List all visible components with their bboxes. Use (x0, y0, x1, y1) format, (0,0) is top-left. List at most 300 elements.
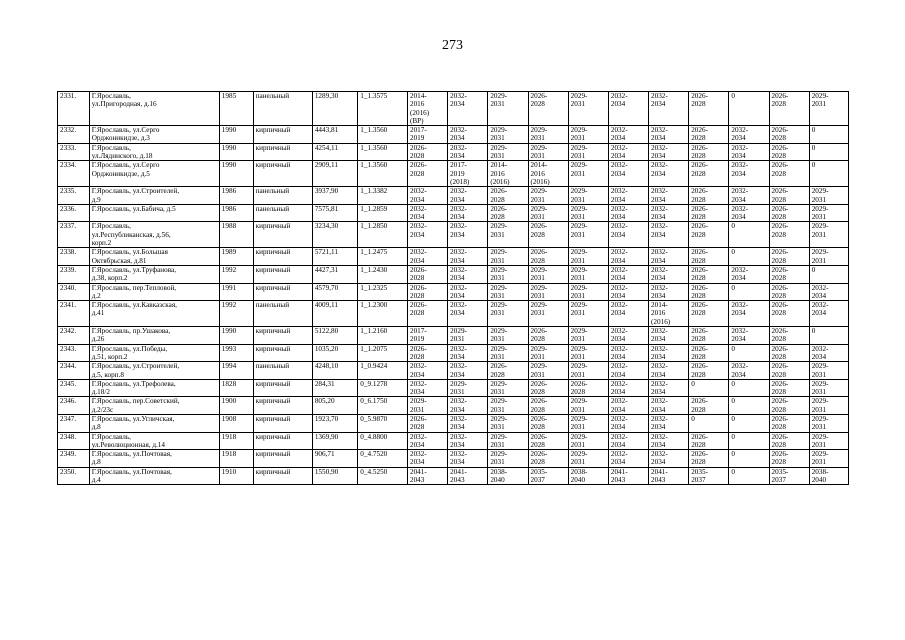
repair-period-cell: 2026- 2028 (689, 397, 729, 415)
material-cell: кирпичный (253, 379, 312, 397)
row-number: 2341. (58, 301, 90, 327)
repair-period-cell: 2032- 2034 (608, 283, 648, 301)
material-cell: кирпичный (253, 450, 312, 468)
repair-period-cell: 0 (729, 379, 769, 397)
address-cell: Г.Ярославль, ул.Победы, д.51, корп.2 (89, 344, 219, 362)
repair-period-cell: 2032- 2034 (729, 204, 769, 222)
repair-period-cell: 0 (729, 283, 769, 301)
repair-period-cell: 2029- 2031 (448, 327, 488, 345)
year-cell: 1828 (219, 379, 253, 397)
repair-period-cell: 2029- 2031 (528, 204, 568, 222)
repair-period-cell: 2029- 2031 (568, 450, 608, 468)
year-cell: 1985 (219, 92, 253, 126)
repair-period-cell: 2026- 2028 (528, 92, 568, 126)
row-number: 2349. (58, 450, 90, 468)
area-cell: 4579,70 (312, 283, 357, 301)
code-cell: 1_1.2850 (358, 222, 408, 248)
repair-period-cell: 2026- 2028 (528, 222, 568, 248)
row-number: 2334. (58, 161, 90, 187)
repair-period-cell: 2029- 2031 (528, 187, 568, 205)
repair-period-cell: 2026- 2028 (528, 248, 568, 266)
address-cell: Г.Ярославль, ул.Трефолева, д.18/2 (89, 379, 219, 397)
address-cell: Г.Ярославль, ул.Серго Орджоникидзе, д.5 (89, 161, 219, 187)
material-cell: кирпичный (253, 283, 312, 301)
year-cell: 1900 (219, 397, 253, 415)
repair-period-cell: 2029- 2031 (488, 126, 528, 144)
year-cell: 1991 (219, 283, 253, 301)
repair-period-cell: 2026- 2028 (689, 432, 729, 450)
year-cell: 1918 (219, 432, 253, 450)
material-cell: кирпичный (253, 467, 312, 485)
repair-period-cell: 2032- 2034 (608, 397, 648, 415)
repair-period-cell: 2029- 2031 (809, 379, 848, 397)
repair-period-cell: 2026- 2028 (407, 161, 447, 187)
repair-period-cell: 2026- 2028 (769, 222, 809, 248)
row-number: 2339. (58, 265, 90, 283)
code-cell: 1_1.3382 (358, 187, 408, 205)
repair-period-cell: 2038- 2040 (568, 467, 608, 485)
table-row (58, 265, 849, 283)
table-row (58, 450, 849, 468)
material-cell: кирпичный (253, 344, 312, 362)
repair-period-cell: 2032- 2034 (809, 283, 848, 301)
repair-period-cell: 2026- 2028 (407, 265, 447, 283)
repair-period-cell: 2029- 2031 (528, 265, 568, 283)
repair-period-cell: 2038- 2040 (488, 467, 528, 485)
code-cell: 0_4.7520 (358, 450, 408, 468)
repair-period-cell: 2029- 2031 (488, 301, 528, 327)
repair-period-cell: 2032- 2034 (809, 344, 848, 362)
repair-period-cell: 2032- 2034 (608, 187, 648, 205)
repair-period-cell: 2029- 2031 (568, 161, 608, 187)
repair-period-cell: 2032- 2034 (407, 450, 447, 468)
repair-period-cell: 2026- 2028 (528, 432, 568, 450)
address-cell: Г.Ярославль, ул.Строителей, д.5, корп.8 (89, 362, 219, 380)
area-cell: 1550,90 (312, 467, 357, 485)
repair-period-cell: 2026- 2028 (689, 222, 729, 248)
repair-period-cell: 2038- 2040 (809, 467, 848, 485)
repair-period-cell: 2032- 2034 (729, 362, 769, 380)
row-number: 2346. (58, 397, 90, 415)
area-cell: 1035,20 (312, 344, 357, 362)
repair-period-cell: 2032- 2034 (649, 397, 689, 415)
table-row (58, 379, 849, 397)
repair-period-cell: 2029- 2031 (488, 379, 528, 397)
table-row (58, 467, 849, 485)
area-cell: 1923,70 (312, 414, 357, 432)
repair-period-cell: 2032- 2034 (649, 414, 689, 432)
repair-period-cell: 2041- 2043 (649, 467, 689, 485)
repair-period-cell: 2041- 2043 (407, 467, 447, 485)
code-cell: 1_1.3560 (358, 143, 408, 161)
repair-period-cell: 2032- 2034 (448, 450, 488, 468)
repair-period-cell: 2032- 2034 (649, 187, 689, 205)
repair-period-cell: 2026- 2028 (689, 344, 729, 362)
repair-period-cell: 2029- 2031 (488, 327, 528, 345)
repair-period-cell: 2032- 2034 (649, 327, 689, 345)
address-cell: Г.Ярославль, ул.Лядинского, д.18 (89, 143, 219, 161)
repair-period-cell: 2032- 2034 (608, 126, 648, 144)
repair-period-cell: 2032- 2034 (608, 344, 648, 362)
row-number: 2350. (58, 467, 90, 485)
material-cell: кирпичный (253, 222, 312, 248)
repair-period-cell: 2032- 2034 (649, 379, 689, 397)
page-number: 273 (442, 38, 463, 53)
repair-period-cell: 2026- 2028 (689, 143, 729, 161)
repair-period-cell: 2026- 2028 (769, 344, 809, 362)
repair-period-cell: 2032- 2034 (649, 450, 689, 468)
repair-period-cell: 2029- 2031 (448, 379, 488, 397)
area-cell: 1289,30 (312, 92, 357, 126)
area-cell: 4009,11 (312, 301, 357, 327)
repair-period-cell: 2026- 2028 (488, 362, 528, 380)
repair-period-cell: 2032- 2034 (448, 248, 488, 266)
repair-period-cell: 2014- 2016 (2016) (528, 161, 568, 187)
table-row (58, 126, 849, 144)
repair-period-cell: 2029- 2031 (528, 301, 568, 327)
repair-period-cell: 2032- 2034 (448, 126, 488, 144)
address-cell: Г.Ярославль, ул.Пригородная, д.16 (89, 92, 219, 126)
repair-period-cell: 2032- 2034 (649, 143, 689, 161)
repair-period-cell: 2014- 2016 (2016) (649, 301, 689, 327)
year-cell: 1988 (219, 222, 253, 248)
repair-period-cell: 2032- 2034 (448, 344, 488, 362)
repair-period-cell: 2026- 2028 (769, 204, 809, 222)
row-number: 2336. (58, 204, 90, 222)
row-number: 2343. (58, 344, 90, 362)
repair-period-cell: 2032- 2034 (448, 143, 488, 161)
table-row (58, 362, 849, 380)
material-cell: кирпичный (253, 265, 312, 283)
table-row (58, 432, 849, 450)
row-number: 2340. (58, 283, 90, 301)
repair-period-cell: 0 (729, 248, 769, 266)
repair-period-cell: 2032- 2034 (448, 265, 488, 283)
material-cell: кирпичный (253, 161, 312, 187)
area-cell: 4427,31 (312, 265, 357, 283)
material-cell: панельный (253, 301, 312, 327)
repair-period-cell: 2032- 2034 (608, 450, 648, 468)
row-number: 2347. (58, 414, 90, 432)
table-row (58, 248, 849, 266)
repair-period-cell: 2029- 2031 (809, 248, 848, 266)
repair-period-cell: 2029- 2031 (809, 92, 848, 126)
repair-period-cell: 2029- 2031 (488, 248, 528, 266)
code-cell: 1_1.2075 (358, 344, 408, 362)
material-cell: кирпичный (253, 432, 312, 450)
repair-period-cell: 2026- 2028 (407, 414, 447, 432)
repair-period-cell: 2029- 2031 (809, 450, 848, 468)
year-cell: 1989 (219, 248, 253, 266)
repair-period-cell: 2026- 2028 (407, 143, 447, 161)
repair-period-cell: 2029- 2031 (568, 222, 608, 248)
repair-period-cell: 0 (729, 467, 769, 485)
repair-period-cell: 2032- 2034 (809, 301, 848, 327)
year-cell: 1992 (219, 301, 253, 327)
repair-period-cell: 2032- 2034 (608, 379, 648, 397)
row-number: 2338. (58, 248, 90, 266)
repair-period-cell: 2029- 2031 (488, 344, 528, 362)
repair-period-cell: 0 (689, 414, 729, 432)
area-cell: 4254,11 (312, 143, 357, 161)
row-number: 2331. (58, 92, 90, 126)
address-cell: Г.Ярославль, пер.Тепловой, д.2 (89, 283, 219, 301)
repair-period-cell: 2029- 2031 (568, 248, 608, 266)
area-cell: 5122,80 (312, 327, 357, 345)
repair-period-cell: 2032- 2034 (649, 92, 689, 126)
material-cell: кирпичный (253, 397, 312, 415)
material-cell: кирпичный (253, 126, 312, 144)
repair-period-cell: 2029- 2031 (568, 265, 608, 283)
address-cell: Г.Ярославль, ул.Бабича, д.5 (89, 204, 219, 222)
repair-period-cell: 2026- 2028 (769, 362, 809, 380)
address-cell: Г.Ярославль, пр.Ушакова, д.26 (89, 327, 219, 345)
repair-period-cell: 0 (809, 126, 848, 144)
year-cell: 1990 (219, 143, 253, 161)
repair-period-cell: 2032- 2034 (608, 92, 648, 126)
repair-period-cell: 2029- 2031 (568, 432, 608, 450)
housing-repair-schedule-table (57, 91, 849, 485)
repair-period-cell: 2026- 2028 (769, 327, 809, 345)
year-cell: 1993 (219, 344, 253, 362)
repair-period-cell: 2032- 2034 (729, 143, 769, 161)
year-cell: 1986 (219, 204, 253, 222)
repair-period-cell: 2026- 2028 (407, 344, 447, 362)
repair-period-cell: 2029- 2031 (809, 222, 848, 248)
code-cell: 1_1.2430 (358, 265, 408, 283)
repair-period-cell: 2026- 2028 (689, 327, 729, 345)
row-number: 2344. (58, 362, 90, 380)
repair-period-cell: 2026- 2028 (689, 265, 729, 283)
repair-period-cell: 2026- 2028 (769, 450, 809, 468)
repair-period-cell: 2032- 2034 (729, 161, 769, 187)
repair-period-cell: 2026- 2028 (689, 248, 729, 266)
material-cell: кирпичный (253, 414, 312, 432)
row-number: 2333. (58, 143, 90, 161)
year-cell: 1986 (219, 187, 253, 205)
row-number: 2345. (58, 379, 90, 397)
repair-period-cell: 2017- 2019 (2018) (448, 161, 488, 187)
repair-period-cell: 0 (729, 414, 769, 432)
repair-period-cell: 2032- 2034 (729, 327, 769, 345)
repair-period-cell: 2026- 2028 (769, 397, 809, 415)
repair-period-cell: 2032- 2034 (729, 126, 769, 144)
address-cell: Г.Ярославль, ул.Труфанова, д.38, корп.2 (89, 265, 219, 283)
repair-period-cell: 0 (809, 327, 848, 345)
repair-period-cell: 2029- 2031 (488, 397, 528, 415)
repair-period-cell: 2026- 2028 (769, 187, 809, 205)
row-number: 2342. (58, 327, 90, 345)
area-cell: 2909,11 (312, 161, 357, 187)
material-cell: панельный (253, 204, 312, 222)
repair-period-cell: 2032- 2034 (407, 204, 447, 222)
repair-period-cell: 2032- 2034 (608, 432, 648, 450)
repair-period-cell: 2029- 2031 (407, 397, 447, 415)
repair-period-cell: 2032- 2034 (608, 161, 648, 187)
repair-period-cell: 2029- 2031 (488, 432, 528, 450)
repair-period-cell: 2026- 2028 (528, 397, 568, 415)
repair-period-cell: 2026- 2028 (568, 379, 608, 397)
repair-period-cell: 2029- 2031 (568, 362, 608, 380)
repair-period-cell: 2029- 2031 (528, 126, 568, 144)
repair-period-cell: 2032- 2034 (649, 283, 689, 301)
repair-period-cell: 2029- 2031 (568, 92, 608, 126)
repair-period-cell: 2029- 2031 (488, 143, 528, 161)
table-row (58, 397, 849, 415)
repair-period-cell: 2032- 2034 (448, 283, 488, 301)
repair-period-cell: 2032- 2034 (729, 187, 769, 205)
repair-period-cell: 2014- 2016 (2016) (488, 161, 528, 187)
repair-period-cell: 2026- 2028 (689, 301, 729, 327)
code-cell: 1_0.9424 (358, 362, 408, 380)
area-cell: 7575,81 (312, 204, 357, 222)
repair-period-cell: 2032- 2034 (649, 432, 689, 450)
repair-period-cell: 2026- 2028 (689, 450, 729, 468)
material-cell: кирпичный (253, 248, 312, 266)
repair-period-cell: 2029- 2031 (568, 414, 608, 432)
code-cell: 0_9.1278 (358, 379, 408, 397)
repair-period-cell: 2029- 2031 (568, 126, 608, 144)
table-row (58, 344, 849, 362)
repair-period-cell: 2026- 2028 (407, 301, 447, 327)
repair-period-cell: 2029- 2031 (568, 187, 608, 205)
area-cell: 5721,11 (312, 248, 357, 266)
repair-period-cell: 2032- 2034 (608, 327, 648, 345)
repair-period-cell: 2029- 2031 (809, 187, 848, 205)
repair-period-cell: 0 (809, 161, 848, 187)
repair-period-cell: 2032- 2034 (407, 187, 447, 205)
area-cell: 1369,90 (312, 432, 357, 450)
repair-period-cell: 2026- 2028 (769, 265, 809, 283)
repair-period-cell: 0 (809, 143, 848, 161)
repair-period-cell: 0 (729, 397, 769, 415)
code-cell: 1_1.2859 (358, 204, 408, 222)
repair-period-cell: 2026- 2028 (769, 126, 809, 144)
code-cell: 1_1.2300 (358, 301, 408, 327)
repair-period-cell: 2032- 2034 (448, 301, 488, 327)
repair-period-cell: 2017- 2019 (407, 126, 447, 144)
repair-period-cell: 2032- 2034 (649, 248, 689, 266)
repair-period-cell: 2032- 2034 (649, 362, 689, 380)
repair-period-cell: 2026- 2028 (407, 283, 447, 301)
table-row (58, 283, 849, 301)
code-cell: 1_1.3575 (358, 92, 408, 126)
table-row (58, 187, 849, 205)
repair-period-cell: 2029- 2031 (809, 397, 848, 415)
address-cell: Г.Ярославль, пер.Советский, д.2/23с (89, 397, 219, 415)
repair-period-cell: 2032- 2034 (729, 265, 769, 283)
code-cell: 0_6.1750 (358, 397, 408, 415)
material-cell: кирпичный (253, 327, 312, 345)
repair-period-cell: 2029- 2031 (568, 301, 608, 327)
repair-period-cell: 2026- 2028 (769, 379, 809, 397)
year-cell: 1990 (219, 161, 253, 187)
repair-period-cell: 2029- 2031 (568, 143, 608, 161)
repair-period-cell: 2032- 2034 (407, 222, 447, 248)
address-cell: Г.Ярославль, ул.Большая Октябрьская, д.81 (89, 248, 219, 266)
repair-period-cell: 2026- 2028 (528, 379, 568, 397)
repair-period-cell: 2029- 2031 (809, 204, 848, 222)
repair-period-cell: 2026- 2028 (769, 143, 809, 161)
repair-period-cell: 2026- 2028 (528, 414, 568, 432)
repair-period-cell: 2014- 2016 (2016) (ВР) (407, 92, 447, 126)
code-cell: 0_5.9870 (358, 414, 408, 432)
area-cell: 906,71 (312, 450, 357, 468)
year-cell: 1990 (219, 327, 253, 345)
repair-period-cell: 2026- 2028 (769, 161, 809, 187)
repair-period-cell: 2029- 2031 (809, 414, 848, 432)
area-cell: 4443,81 (312, 126, 357, 144)
repair-period-cell: 2032- 2034 (729, 301, 769, 327)
area-cell: 805,20 (312, 397, 357, 415)
repair-period-cell: 2029- 2031 (568, 283, 608, 301)
year-cell: 1908 (219, 414, 253, 432)
repair-period-cell: 2032- 2034 (649, 344, 689, 362)
repair-period-cell: 2032- 2034 (608, 204, 648, 222)
repair-period-cell: 2026- 2028 (689, 92, 729, 126)
repair-period-cell: 2032- 2034 (448, 414, 488, 432)
table-row (58, 143, 849, 161)
repair-period-cell: 2026- 2028 (689, 204, 729, 222)
address-cell: Г.Ярославль, ул.Почтовая, д.4 (89, 467, 219, 485)
row-number: 2332. (58, 126, 90, 144)
address-cell: Г.Ярославль, ул.Угличская, д.8 (89, 414, 219, 432)
area-cell: 3937,90 (312, 187, 357, 205)
repair-period-cell: 2029- 2031 (568, 204, 608, 222)
repair-period-cell: 2032- 2034 (407, 432, 447, 450)
repair-period-cell: 2032- 2034 (407, 248, 447, 266)
row-number: 2337. (58, 222, 90, 248)
address-cell: Г.Ярославль, ул.Революционная, д.14 (89, 432, 219, 450)
repair-period-cell: 0 (729, 92, 769, 126)
address-cell: Г.Ярославль, ул.Почтовая, д.8 (89, 450, 219, 468)
code-cell: 1_1.2160 (358, 327, 408, 345)
repair-period-cell: 2035- 2037 (689, 467, 729, 485)
repair-period-cell: 2026- 2028 (528, 327, 568, 345)
repair-period-cell: 2029- 2031 (488, 283, 528, 301)
repair-period-cell: 2029- 2031 (488, 92, 528, 126)
year-cell: 1992 (219, 265, 253, 283)
repair-period-cell: 2026- 2028 (689, 283, 729, 301)
repair-period-cell: 2029- 2031 (528, 283, 568, 301)
repair-period-cell: 2029- 2031 (528, 143, 568, 161)
repair-period-cell: 2032- 2034 (448, 187, 488, 205)
repair-period-cell: 2026- 2028 (689, 161, 729, 187)
area-cell: 4248,10 (312, 362, 357, 380)
repair-period-cell: 0 (809, 265, 848, 283)
table-row (58, 414, 849, 432)
repair-period-cell: 2032- 2034 (448, 362, 488, 380)
repair-period-cell: 2026- 2028 (689, 187, 729, 205)
repair-period-cell: 2026- 2028 (689, 126, 729, 144)
year-cell: 1910 (219, 467, 253, 485)
repair-period-cell: 2032- 2034 (649, 265, 689, 283)
table-row (58, 161, 849, 187)
repair-period-cell: 0 (729, 344, 769, 362)
repair-period-cell: 2026- 2028 (769, 92, 809, 126)
material-cell: панельный (253, 362, 312, 380)
table-row (58, 92, 849, 126)
area-cell: 284,31 (312, 379, 357, 397)
row-number: 2335. (58, 187, 90, 205)
repair-period-cell: 2032- 2034 (608, 248, 648, 266)
code-cell: 0_4.8800 (358, 432, 408, 450)
repair-period-cell: 2029- 2031 (488, 414, 528, 432)
repair-period-cell: 2026- 2028 (769, 432, 809, 450)
repair-period-cell: 2029- 2031 (528, 362, 568, 380)
repair-period-cell: 2032- 2034 (448, 432, 488, 450)
code-cell: 1_1.2325 (358, 283, 408, 301)
